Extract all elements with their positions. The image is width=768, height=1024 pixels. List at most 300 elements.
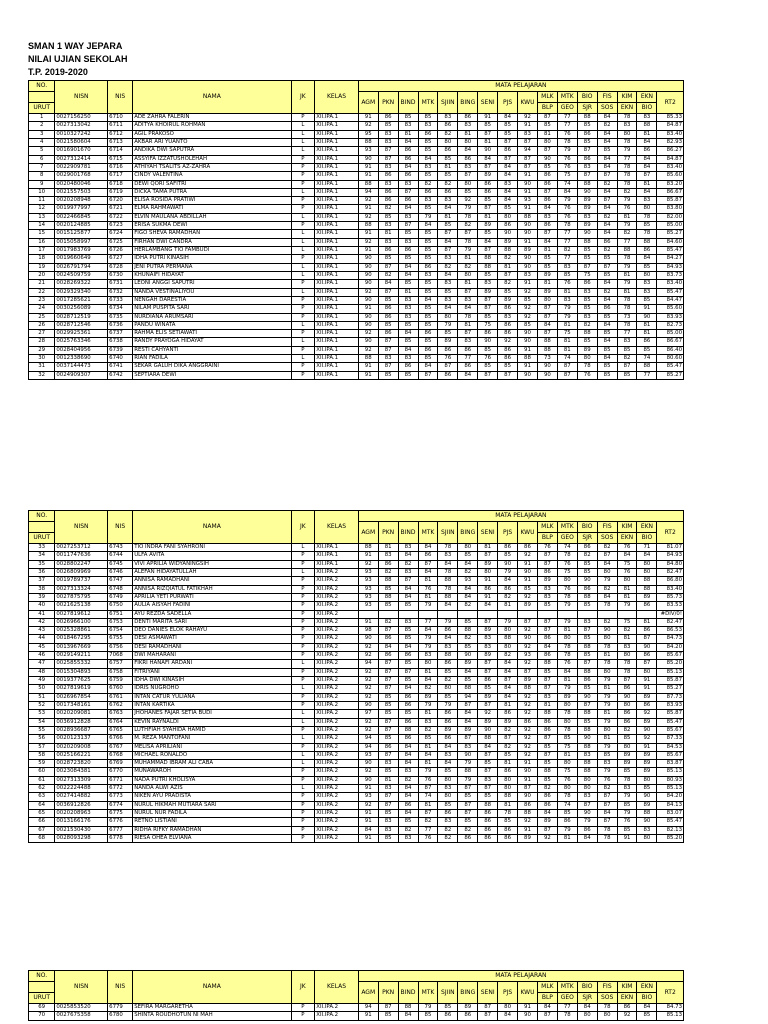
table-cell: 88 bbox=[637, 238, 657, 246]
table-cell: 82 bbox=[458, 635, 478, 643]
table-cell: XII.IPA.1 bbox=[315, 552, 359, 560]
table-cell: AYU REZDA SADELLA bbox=[133, 610, 291, 618]
header-subject-14: EKN bbox=[637, 522, 657, 533]
table-cell: 84 bbox=[498, 577, 518, 585]
table-cell: 84 bbox=[498, 188, 518, 196]
table-cell: L bbox=[291, 130, 315, 138]
table-cell: 87 bbox=[537, 552, 557, 560]
table-cell: APRILIA YETI PURWATI bbox=[133, 593, 291, 601]
table-row bbox=[29, 213, 684, 221]
table-cell: 85 bbox=[398, 280, 418, 288]
table-cell: 87 bbox=[438, 247, 458, 255]
table-row bbox=[29, 652, 684, 660]
table-cell: 90 bbox=[358, 701, 378, 709]
table-cell: 87 bbox=[518, 155, 538, 163]
table-cell: 6749 bbox=[108, 593, 133, 601]
table-cell: FIRHAN DWI CANDRA bbox=[133, 238, 291, 246]
table-cell: 85 bbox=[378, 255, 398, 263]
table-cell: 85 bbox=[438, 801, 458, 809]
table-cell: 71 bbox=[637, 544, 657, 552]
table-cell: 75 bbox=[617, 618, 637, 626]
table-cell: 92 bbox=[478, 710, 498, 718]
table-cell: 88 bbox=[498, 793, 518, 801]
header-subject-3: MTK bbox=[418, 522, 438, 544]
table-cell: 85 bbox=[418, 313, 438, 321]
table-cell: 81 bbox=[557, 627, 577, 635]
table-cell: 84 bbox=[498, 197, 518, 205]
table-cell: 0015304893 bbox=[55, 668, 108, 676]
table-cell: #DIV/0! bbox=[657, 610, 684, 618]
header-subject-14: EKN bbox=[637, 982, 657, 993]
table-cell: 78 bbox=[458, 213, 478, 221]
table-cell: XII.IPA.2 bbox=[315, 1004, 359, 1012]
table-cell: 81 bbox=[378, 776, 398, 784]
table-cell: 87 bbox=[378, 751, 398, 759]
table-cell: ASSYIFA IZZATUSHOLEHAH bbox=[133, 155, 291, 163]
table-row bbox=[29, 338, 684, 346]
table-cell: 82 bbox=[498, 726, 518, 734]
table-cell: 84.27 bbox=[657, 255, 684, 263]
table-cell: 86 bbox=[458, 834, 478, 842]
table-cell: 85 bbox=[498, 552, 518, 560]
table-cell: 85.20 bbox=[657, 660, 684, 668]
table-cell: 88 bbox=[577, 180, 597, 188]
table-cell: 90 bbox=[478, 147, 498, 155]
table-cell: 85.87 bbox=[657, 710, 684, 718]
table-cell: 89 bbox=[518, 247, 538, 255]
table-cell: 90 bbox=[358, 255, 378, 263]
table-cell: 77 bbox=[557, 1004, 577, 1012]
table-cell: 86 bbox=[478, 834, 498, 842]
table-cell: 80 bbox=[498, 1004, 518, 1012]
table-cell: XII.IPA.1 bbox=[315, 188, 359, 196]
table-cell bbox=[378, 610, 398, 618]
table-cell: 90 bbox=[498, 560, 518, 568]
table-cell: 28 bbox=[29, 338, 55, 346]
grade-table-1 bbox=[28, 80, 684, 380]
table-cell: 74 bbox=[418, 793, 438, 801]
table-cell: 80 bbox=[597, 726, 617, 734]
table-cell: FIKRI HANAFI ARDANI bbox=[133, 660, 291, 668]
table-cell: AKBAR ARI YUANTO bbox=[133, 138, 291, 146]
table-cell: 90 bbox=[577, 230, 597, 238]
table-cell: 91 bbox=[358, 552, 378, 560]
table-cell: 90 bbox=[577, 577, 597, 585]
table-cell: 86 bbox=[378, 197, 398, 205]
table-cell: 87 bbox=[478, 785, 498, 793]
table-cell: 78 bbox=[617, 321, 637, 329]
header-subject-11: BIO bbox=[577, 982, 597, 993]
table-cell: 78 bbox=[557, 552, 577, 560]
table-cell: 78 bbox=[597, 602, 617, 610]
table-row bbox=[29, 155, 684, 163]
table-cell: 80 bbox=[617, 652, 637, 660]
table-cell: 88 bbox=[537, 346, 557, 354]
table-cell: 84 bbox=[398, 751, 418, 759]
table-cell: 81 bbox=[557, 338, 577, 346]
table-row bbox=[29, 610, 684, 618]
table-cell: 74 bbox=[557, 801, 577, 809]
table-cell: 85 bbox=[637, 222, 657, 230]
table-cell: 85.13 bbox=[657, 1012, 684, 1020]
table-cell: XII.IPA.1 bbox=[315, 197, 359, 205]
table-cell: 83 bbox=[617, 338, 637, 346]
header-subject-12: FIS bbox=[597, 92, 617, 103]
table-cell: 83 bbox=[637, 114, 657, 122]
table-cell: L bbox=[291, 338, 315, 346]
table-cell: 88 bbox=[498, 247, 518, 255]
table-cell: 18 bbox=[29, 255, 55, 263]
table-cell: DESI RAMADHANI bbox=[133, 643, 291, 651]
table-cell: 85 bbox=[478, 363, 498, 371]
table-row bbox=[29, 726, 684, 734]
table-cell: 79 bbox=[557, 685, 577, 693]
table-cell: 85 bbox=[398, 677, 418, 685]
table-cell: ANDIKA DWI SAPUTRA bbox=[133, 147, 291, 155]
table-cell: XII.IPA.2 bbox=[315, 801, 359, 809]
table-cell: 83 bbox=[438, 643, 458, 651]
table-cell: 80 bbox=[557, 635, 577, 643]
table-cell: 84 bbox=[458, 560, 478, 568]
table-cell: 6770 bbox=[108, 768, 133, 776]
table-cell: 86 bbox=[418, 130, 438, 138]
table-cell: 87 bbox=[498, 155, 518, 163]
table-cell: 0027875795 bbox=[55, 593, 108, 601]
table-cell: 83 bbox=[577, 618, 597, 626]
table-cell bbox=[358, 610, 378, 618]
table-cell: 86 bbox=[398, 718, 418, 726]
table-cell: 46 bbox=[29, 652, 55, 660]
table-cell: 79 bbox=[418, 768, 438, 776]
table-cell: 91 bbox=[358, 818, 378, 826]
table-row bbox=[29, 718, 684, 726]
table-cell: 83 bbox=[418, 122, 438, 130]
header-subject-sub-11: SJR bbox=[577, 103, 597, 114]
table-cell: 85 bbox=[418, 230, 438, 238]
table-cell: 91 bbox=[358, 810, 378, 818]
table-cell: 38 bbox=[29, 585, 55, 593]
table-cell: 0024909307 bbox=[55, 371, 108, 379]
table-cell: 85 bbox=[418, 205, 438, 213]
table-cell: 6756 bbox=[108, 643, 133, 651]
table-cell: 6745 bbox=[108, 560, 133, 568]
table-cell: 90 bbox=[518, 222, 538, 230]
table-cell: 83 bbox=[438, 296, 458, 304]
table-cell: 84 bbox=[597, 114, 617, 122]
table-cell: 80.93 bbox=[657, 776, 684, 784]
table-cell: 89 bbox=[637, 693, 657, 701]
table-cell: 86 bbox=[438, 710, 458, 718]
table-cell: 90 bbox=[518, 230, 538, 238]
table-cell: 90 bbox=[518, 338, 538, 346]
table-cell: 89 bbox=[518, 834, 538, 842]
table-cell: ELMA RAHMAWATI bbox=[133, 205, 291, 213]
table-cell: 89 bbox=[478, 627, 498, 635]
table-row bbox=[29, 810, 684, 818]
table-row bbox=[29, 271, 684, 279]
table-cell: 91 bbox=[637, 305, 657, 313]
table-cell: 6759 bbox=[108, 677, 133, 685]
table-cell bbox=[478, 610, 498, 618]
header-subject-10: MTK bbox=[557, 522, 577, 533]
table-cell: 87 bbox=[537, 826, 557, 834]
table-cell: 15 bbox=[29, 230, 55, 238]
header-nama: NAMA bbox=[133, 971, 291, 1004]
table-row bbox=[29, 288, 684, 296]
table-cell: 90 bbox=[518, 180, 538, 188]
table-cell: 81 bbox=[557, 288, 577, 296]
table-cell: ANNISA RAMADHANI bbox=[133, 577, 291, 585]
table-cell: 76 bbox=[557, 205, 577, 213]
table-cell: 86.80 bbox=[657, 577, 684, 585]
table-cell: 83 bbox=[478, 635, 498, 643]
table-cell: 84 bbox=[458, 718, 478, 726]
table-cell: 91 bbox=[617, 834, 637, 842]
table-cell: 90 bbox=[637, 313, 657, 321]
header-subject-11: BIO bbox=[577, 522, 597, 533]
table-cell: 76 bbox=[617, 818, 637, 826]
table-cell: 81 bbox=[557, 677, 577, 685]
table-cell: XII.IPA.1 bbox=[315, 544, 359, 552]
table-row bbox=[29, 247, 684, 255]
table-cell: XII.IPA.2 bbox=[315, 701, 359, 709]
table-cell: 90 bbox=[518, 768, 538, 776]
header-mata-pelajaran: MATA PELAJARAN bbox=[358, 971, 683, 982]
table-row bbox=[29, 685, 684, 693]
table-cell: KHUNAIFI HIDAYAT bbox=[133, 271, 291, 279]
table-cell: 80 bbox=[617, 701, 637, 709]
table-cell: 85 bbox=[617, 768, 637, 776]
table-cell: 88 bbox=[518, 213, 538, 221]
table-cell: 92 bbox=[518, 693, 538, 701]
table-cell: 83 bbox=[537, 213, 557, 221]
table-cell: 79 bbox=[438, 321, 458, 329]
table-cell: 87 bbox=[458, 330, 478, 338]
table-cell: 84.20 bbox=[657, 643, 684, 651]
table-cell: XII.IPA.1 bbox=[315, 280, 359, 288]
table-cell: 85.47 bbox=[657, 818, 684, 826]
table-cell: 91 bbox=[358, 230, 378, 238]
table-cell: P bbox=[291, 610, 315, 618]
table-cell: 92 bbox=[358, 643, 378, 651]
table-cell: 91 bbox=[518, 826, 538, 834]
table-cell: P bbox=[291, 313, 315, 321]
table-cell: 85 bbox=[498, 130, 518, 138]
table-cell: 80 bbox=[617, 577, 637, 585]
table-cell: P bbox=[291, 776, 315, 784]
table-cell: 91 bbox=[518, 1004, 538, 1012]
table-cell: 85 bbox=[537, 668, 557, 676]
table-cell: 86 bbox=[537, 172, 557, 180]
table-cell: 0027414882 bbox=[55, 793, 108, 801]
table-cell: 86 bbox=[378, 313, 398, 321]
table-cell: 86 bbox=[398, 801, 418, 809]
table-cell: 87 bbox=[438, 363, 458, 371]
table-cell: 83 bbox=[378, 222, 398, 230]
table-cell: 88 bbox=[358, 222, 378, 230]
table-cell: IDRIS NUGROHO bbox=[133, 685, 291, 693]
table-cell: 78 bbox=[617, 255, 637, 263]
table-row bbox=[29, 677, 684, 685]
table-cell: 86 bbox=[577, 544, 597, 552]
table-cell: 91 bbox=[478, 593, 498, 601]
table-cell: 84 bbox=[418, 296, 438, 304]
table-cell: 85 bbox=[398, 627, 418, 635]
table-cell: 84.93 bbox=[657, 552, 684, 560]
table-cell: 93 bbox=[358, 593, 378, 601]
table-cell: 82 bbox=[597, 213, 617, 221]
table-cell: 84 bbox=[438, 305, 458, 313]
table-cell: 91 bbox=[358, 363, 378, 371]
table-cell: XII.IPA.1 bbox=[315, 213, 359, 221]
table-cell: L bbox=[291, 288, 315, 296]
table-cell: 83 bbox=[398, 768, 418, 776]
table-cell: XII.IPA.2 bbox=[315, 568, 359, 576]
table-cell: 84 bbox=[398, 743, 418, 751]
table-cell: P bbox=[291, 222, 315, 230]
table-cell: 82 bbox=[617, 355, 637, 363]
table-cell: 86 bbox=[537, 635, 557, 643]
table-cell: 0029925361 bbox=[55, 330, 108, 338]
table-cell: 44 bbox=[29, 635, 55, 643]
table-row bbox=[29, 222, 684, 230]
table-row bbox=[29, 818, 684, 826]
table-cell: 6776 bbox=[108, 818, 133, 826]
table-cell: 79 bbox=[438, 618, 458, 626]
table-cell: 84.87 bbox=[657, 122, 684, 130]
header-subject-0: AGM bbox=[358, 522, 378, 544]
table-cell: 83 bbox=[478, 280, 498, 288]
table-row bbox=[29, 296, 684, 304]
table-cell: 86 bbox=[398, 735, 418, 743]
table-cell: 0029329340 bbox=[55, 288, 108, 296]
table-cell: 83 bbox=[617, 122, 637, 130]
table-cell: 79 bbox=[617, 810, 637, 818]
table-cell: 85 bbox=[617, 801, 637, 809]
table-cell: 98 bbox=[358, 627, 378, 635]
table-cell: 6717 bbox=[108, 172, 133, 180]
table-cell: 89 bbox=[637, 751, 657, 759]
table-cell: 85 bbox=[597, 371, 617, 379]
table-cell: 84 bbox=[597, 355, 617, 363]
table-cell: 90 bbox=[637, 643, 657, 651]
table-cell: 85 bbox=[438, 222, 458, 230]
header-subject-9: MLK bbox=[537, 522, 557, 533]
table-cell: 81 bbox=[557, 321, 577, 329]
table-cell: 6774 bbox=[108, 801, 133, 809]
table-cell: 85 bbox=[577, 247, 597, 255]
table-cell: 76 bbox=[557, 163, 577, 171]
header-nama: NAMA bbox=[133, 81, 291, 114]
table-cell: 16 bbox=[29, 238, 55, 246]
table-cell: 83 bbox=[458, 338, 478, 346]
table-cell: P bbox=[291, 810, 315, 818]
table-cell: 90 bbox=[358, 271, 378, 279]
table-cell: 84 bbox=[418, 363, 438, 371]
table-cell: 81 bbox=[557, 834, 577, 842]
table-cell: 84 bbox=[537, 238, 557, 246]
table-cell: 91 bbox=[358, 371, 378, 379]
table-cell: 85 bbox=[478, 346, 498, 354]
table-cell: 86 bbox=[577, 585, 597, 593]
table-cell: 83 bbox=[438, 114, 458, 122]
table-cell: 80 bbox=[637, 834, 657, 842]
table-cell: INTAN KARTIKA bbox=[133, 701, 291, 709]
table-cell: 89 bbox=[537, 271, 557, 279]
table-cell: 92 bbox=[518, 818, 538, 826]
header-no: NO. bbox=[29, 511, 55, 522]
table-cell: L bbox=[291, 760, 315, 768]
table-cell: 88 bbox=[478, 255, 498, 263]
table-cell: 14 bbox=[29, 222, 55, 230]
table-cell: 88 bbox=[458, 685, 478, 693]
table-cell: 62 bbox=[29, 785, 55, 793]
table-cell: 0027313324 bbox=[55, 585, 108, 593]
grade-table-3 bbox=[28, 970, 684, 1021]
header-subject-11: BIO bbox=[577, 92, 597, 103]
header-subject-6: SENI bbox=[478, 522, 498, 544]
table-cell: 80 bbox=[577, 1012, 597, 1020]
table-cell: 79 bbox=[597, 743, 617, 751]
table-cell: 87 bbox=[537, 305, 557, 313]
table-cell: 85 bbox=[438, 172, 458, 180]
table-cell: 85 bbox=[617, 735, 637, 743]
table-cell: 82 bbox=[597, 180, 617, 188]
table-cell: P bbox=[291, 280, 315, 288]
table-cell: 0026809969 bbox=[55, 568, 108, 576]
table-cell: 87 bbox=[498, 271, 518, 279]
table-cell: 78 bbox=[498, 810, 518, 818]
table-cell: P bbox=[291, 627, 315, 635]
table-cell: 6 bbox=[29, 155, 55, 163]
table-cell: P bbox=[291, 743, 315, 751]
table-cell: 83.87 bbox=[657, 760, 684, 768]
table-cell: 0025166221 bbox=[55, 751, 108, 759]
table-cell: 6730 bbox=[108, 271, 133, 279]
table-cell: 84 bbox=[498, 685, 518, 693]
table-cell: 85 bbox=[398, 371, 418, 379]
table-cell: 87 bbox=[378, 726, 398, 734]
table-cell: 13 bbox=[29, 213, 55, 221]
table-cell: 6742 bbox=[108, 371, 133, 379]
table-cell: 86 bbox=[378, 247, 398, 255]
table-cell: 81 bbox=[418, 710, 438, 718]
table-cell: 80 bbox=[418, 660, 438, 668]
table-cell: 81 bbox=[617, 593, 637, 601]
table-cell: 83 bbox=[398, 180, 418, 188]
table-cell: 85 bbox=[378, 834, 398, 842]
table-cell: 85 bbox=[478, 122, 498, 130]
table-cell: 82 bbox=[498, 652, 518, 660]
table-cell: 77 bbox=[458, 355, 478, 363]
table-cell: 90 bbox=[358, 760, 378, 768]
table-cell: L bbox=[291, 271, 315, 279]
table-cell: 83 bbox=[378, 785, 398, 793]
table-cell: MELISA APRILIANI bbox=[133, 743, 291, 751]
table-cell: 86 bbox=[398, 197, 418, 205]
table-cell: P bbox=[291, 643, 315, 651]
table-cell: P bbox=[291, 363, 315, 371]
table-cell: 85 bbox=[577, 296, 597, 304]
table-cell: 78 bbox=[597, 660, 617, 668]
table-cell: 87 bbox=[478, 668, 498, 676]
table-cell: 88 bbox=[617, 247, 637, 255]
table-cell: 0029149211 bbox=[55, 652, 108, 660]
table-cell: 88 bbox=[577, 710, 597, 718]
table-cell: L bbox=[291, 147, 315, 155]
table-cell: 89 bbox=[478, 693, 498, 701]
table-cell: 88 bbox=[637, 122, 657, 130]
